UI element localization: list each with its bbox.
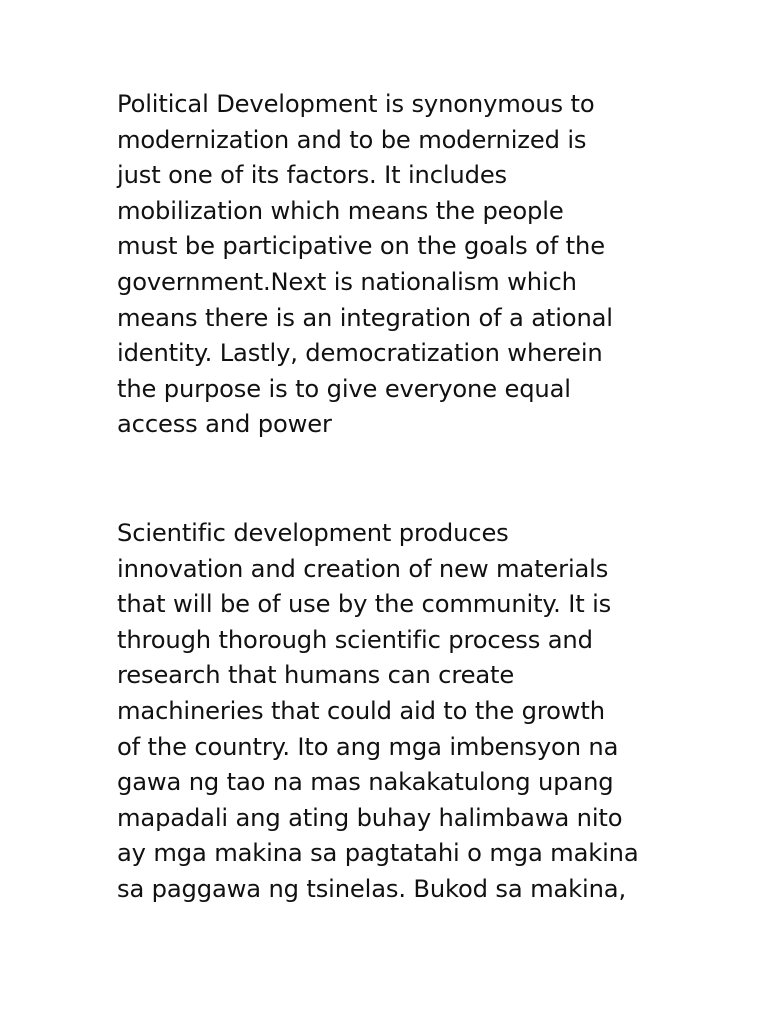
paragraph-political-development (117, 87, 613, 443)
text-line: of the country. Ito ang mga imbensyon na (117, 732, 619, 761)
text-line: identity. Lastly, democratization wherein (117, 339, 603, 368)
text-line: gawa ng tao na mas nakakatulong upang (117, 768, 614, 797)
paragraph-scientific-development (117, 516, 639, 908)
text-line: mobilization which means the people (117, 196, 564, 225)
text-line: Scientific development produces (117, 519, 509, 547)
text-line: Political Development is synonymous to (117, 90, 595, 118)
text-line: access and power (117, 410, 332, 439)
text-line: the purpose is to give everyone equal (117, 374, 571, 403)
text-line: research that humans can create (117, 661, 515, 690)
text-line: innovation and creation of new materials (117, 554, 609, 583)
text-line: through thorough scientific process and (117, 625, 593, 654)
text-line: means there is an integration of a ational (117, 303, 613, 332)
text-line: that will be of use by the community. It is (117, 590, 612, 619)
text-line: machineries that could aid to the growth (117, 696, 605, 725)
text-line: must be participative on the goals of the (117, 232, 605, 261)
text-line: modernization and to be modernized is (117, 125, 587, 154)
text-line: sa paggawa ng tsinelas. Bukod sa makina, (117, 874, 626, 903)
text-line: ay mga makina sa pagtatahi o mga makina (117, 839, 639, 868)
text-line: government.Next is nationalism which (117, 267, 577, 296)
text-line: just one of its factors. It includes (117, 161, 507, 190)
text-line: mapadali ang ating buhay halimbawa nito (117, 803, 623, 832)
